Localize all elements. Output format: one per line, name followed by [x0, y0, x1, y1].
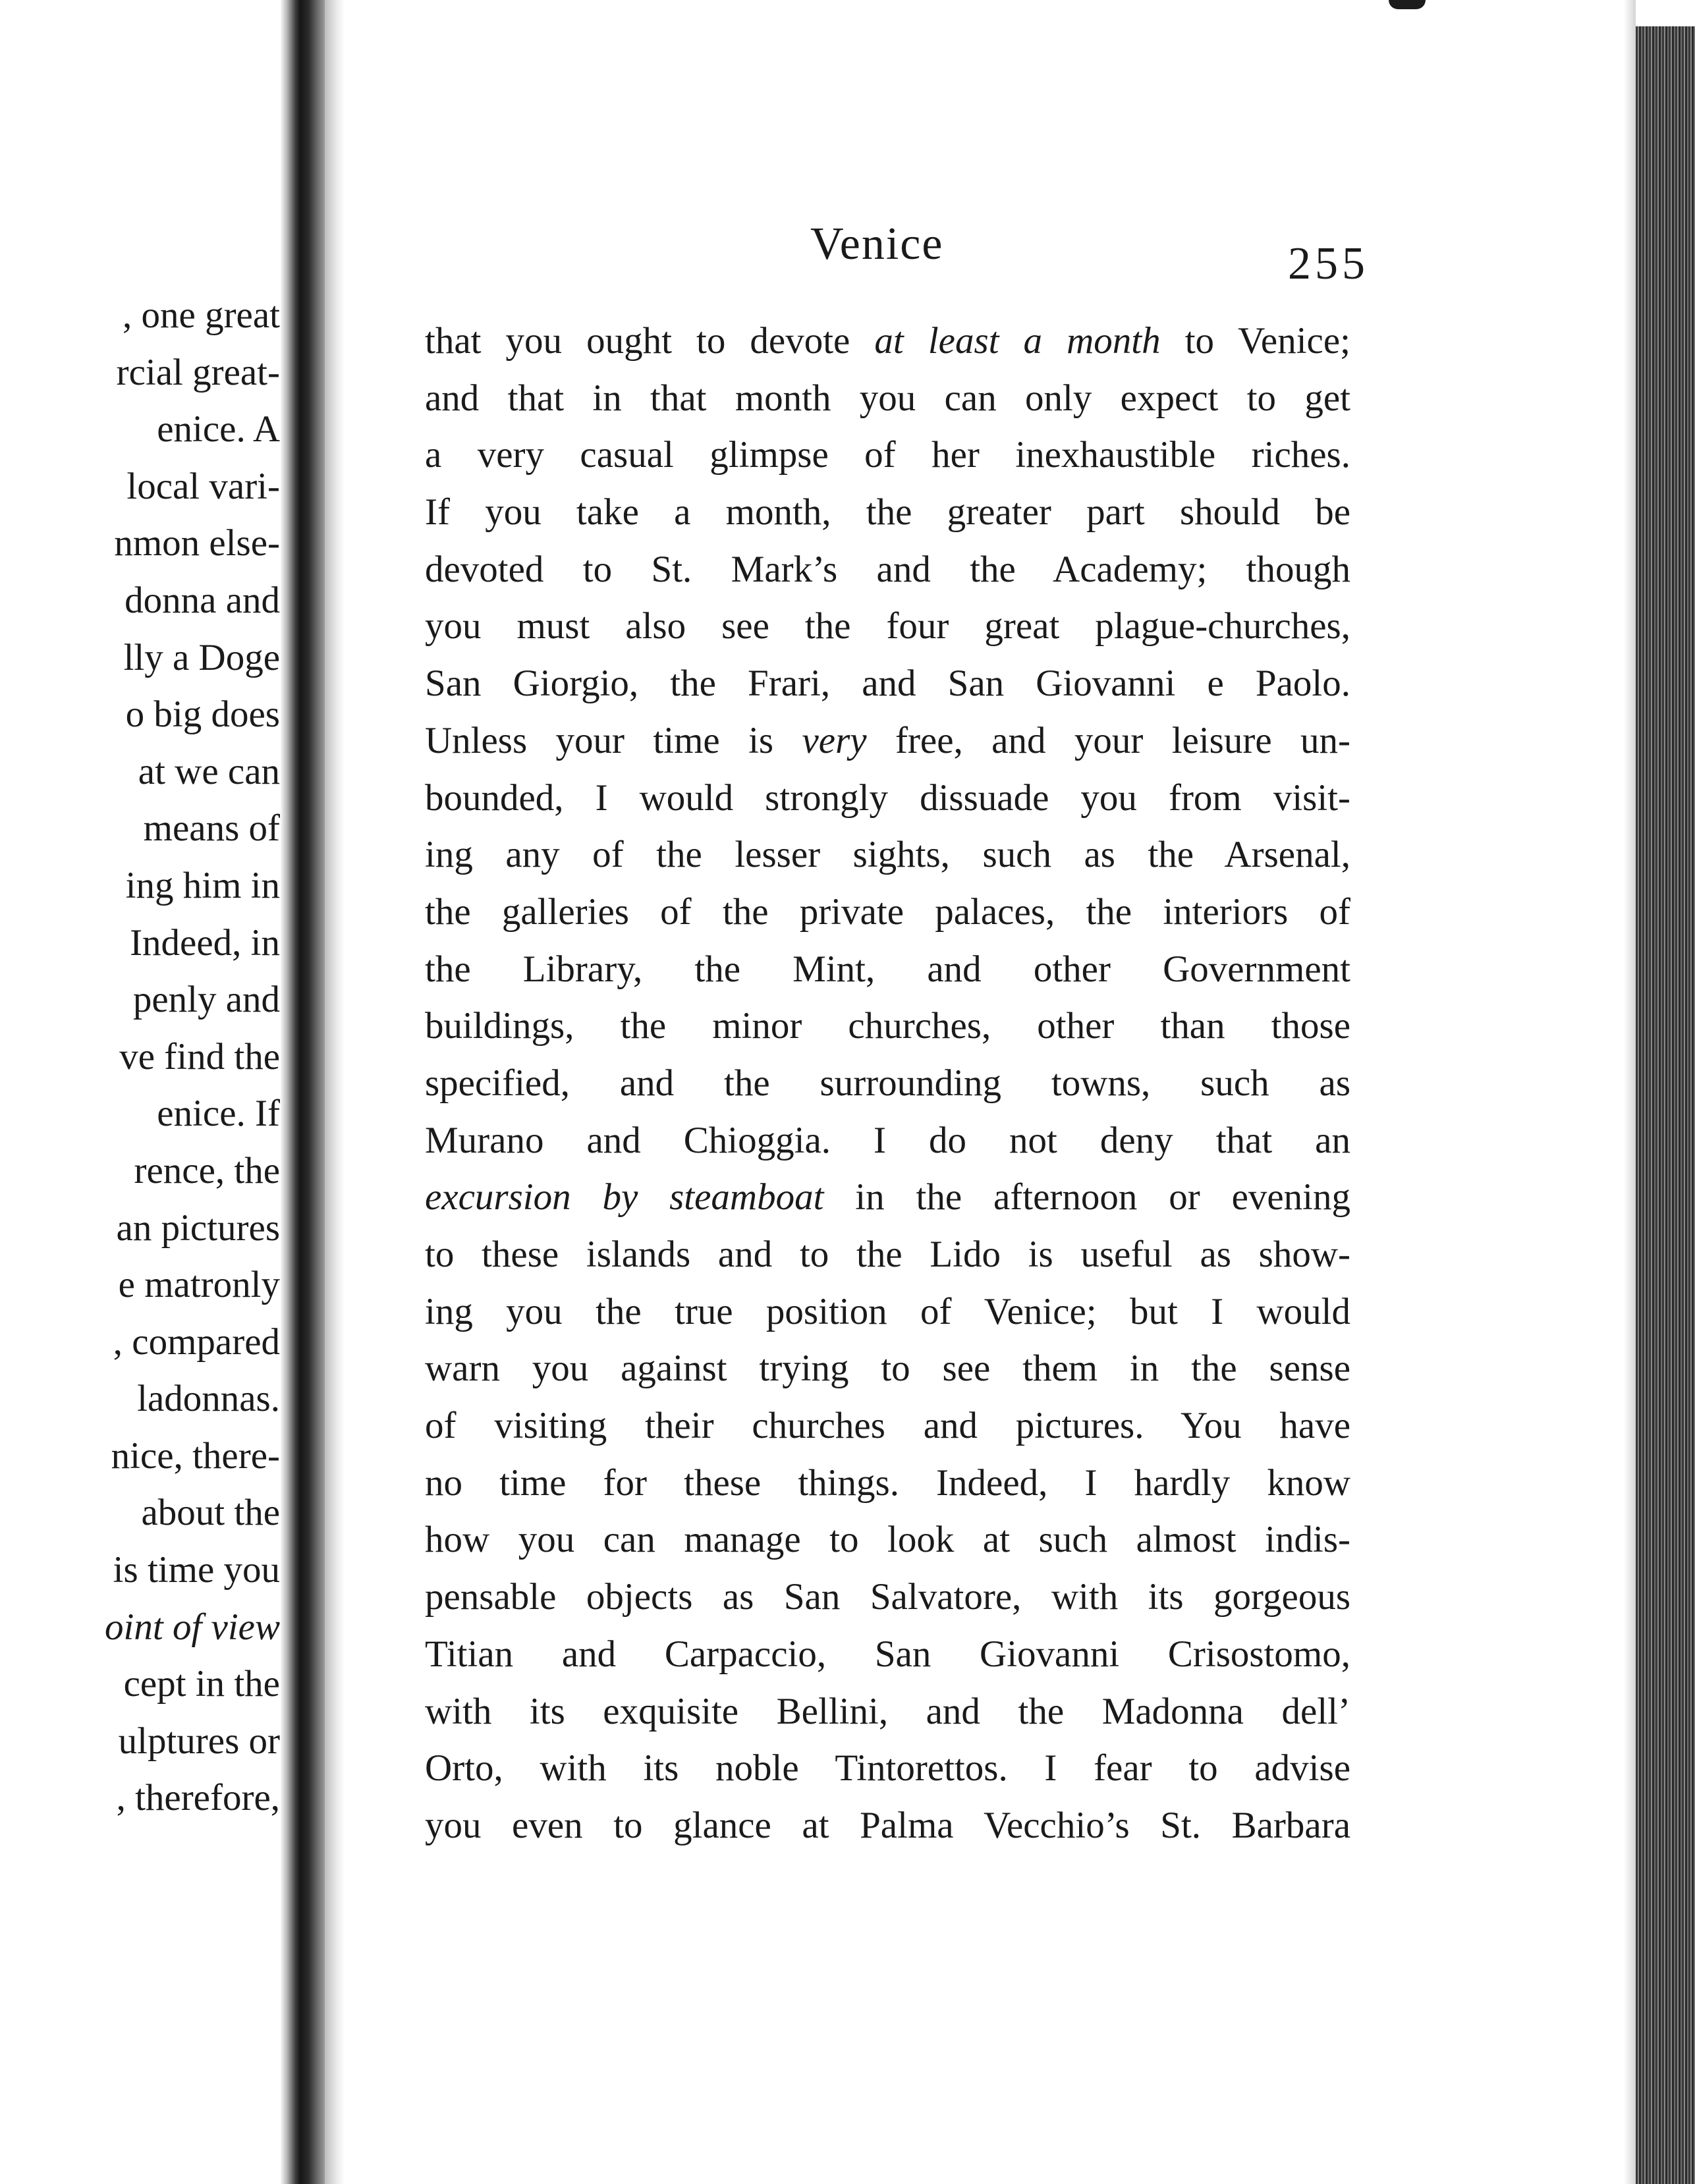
- text-line: [425, 1169, 1350, 1226]
- text-line: [425, 1112, 1350, 1170]
- text-run: donna and: [125, 579, 280, 621]
- text-run: ladonnas.: [137, 1378, 280, 1420]
- text-run: ing him in: [125, 864, 280, 906]
- facing-text-line: [0, 971, 280, 1029]
- text-run: means of: [143, 807, 280, 850]
- book-fore-edge: [1636, 0, 1695, 2184]
- text-run: rence, the: [134, 1149, 280, 1191]
- body-text: [425, 313, 1350, 1855]
- text-run: ve find the: [119, 1035, 280, 1078]
- text-line: [425, 1683, 1350, 1741]
- facing-text-line: [0, 1485, 280, 1542]
- text-run: no time for these things. Indeed, I hardly know: [425, 1461, 1350, 1504]
- facing-text-line: [0, 915, 280, 972]
- text-line: [425, 1797, 1350, 1855]
- italic-text: at least a month: [874, 320, 1161, 362]
- facing-text-line: [0, 1029, 280, 1086]
- facing-text-line: [0, 515, 280, 572]
- text-line: [425, 1340, 1350, 1398]
- facing-text-line: [0, 1656, 280, 1713]
- facing-text-line: [0, 401, 280, 458]
- text-run: cept in the: [123, 1663, 280, 1705]
- text-run: buildings, the minor churches, other than those: [425, 1005, 1350, 1047]
- text-line: [425, 1226, 1350, 1284]
- text-run: devoted to St. Mark’s and the Academy; though: [425, 548, 1350, 590]
- text-run: an pictures: [116, 1207, 280, 1249]
- text-line: [425, 998, 1350, 1055]
- text-run: specified, and the surrounding towns, such as: [425, 1062, 1350, 1104]
- text-line: [425, 1569, 1350, 1626]
- text-run: with its exquisite Bellini, and the Madonna dell’: [425, 1690, 1350, 1732]
- text-line: [425, 370, 1350, 427]
- text-run: penly and: [132, 979, 280, 1021]
- italic-text: oint of view: [105, 1606, 280, 1648]
- text-line: [425, 941, 1350, 998]
- text-run: rcial great-: [116, 351, 280, 393]
- text-line: [425, 713, 1350, 770]
- text-line: [425, 770, 1350, 827]
- text-run: ing any of the lesser sights, such as the Arsenal,: [425, 834, 1350, 876]
- text-line: [425, 484, 1350, 541]
- facing-text-line: [0, 1085, 280, 1143]
- italic-text: excursion by steamboat: [425, 1176, 824, 1218]
- text-run: enice. A: [157, 408, 280, 450]
- facing-text-line: [0, 1200, 280, 1257]
- text-run: Indeed, in: [130, 921, 280, 964]
- facing-text-line: [0, 744, 280, 801]
- text-run: nice, there-: [111, 1434, 280, 1477]
- facing-text-line: [0, 572, 280, 630]
- text-run: local vari-: [126, 465, 280, 507]
- text-run: ing you the true position of Venice; but I would: [425, 1290, 1350, 1332]
- text-run: nmon else-: [114, 522, 280, 564]
- text-run: Unless your time is: [425, 719, 802, 761]
- facing-text-line: [0, 800, 280, 858]
- text-line: [425, 1740, 1350, 1797]
- page-number: 255: [1288, 238, 1369, 289]
- fore-edge-top: [1636, 0, 1695, 26]
- text-line: [425, 1398, 1350, 1455]
- text-line: [425, 884, 1350, 941]
- text-run: and that in that month you can only expect to get: [425, 377, 1350, 419]
- facing-text-line: [0, 1713, 280, 1770]
- text-line: [425, 827, 1350, 884]
- text-run: how you can manage to look at such almost indis-: [425, 1519, 1350, 1561]
- facing-text-line: [0, 686, 280, 744]
- facing-text-line: [0, 1770, 280, 1827]
- facing-text-line: [0, 1314, 280, 1371]
- text-run: Murano and Chioggia. I do not deny that an: [425, 1119, 1350, 1161]
- text-run: a very casual glimpse of her inexhaustible riches.: [425, 434, 1350, 476]
- text-run: Titian and Carpaccio, San Giovanni Crisostomo,: [425, 1633, 1350, 1675]
- text-run: e matronly: [118, 1264, 280, 1306]
- facing-text-line: [0, 1428, 280, 1485]
- text-line: [425, 541, 1350, 599]
- text-run: at we can: [138, 750, 280, 792]
- facing-text-line: [0, 858, 280, 915]
- text-line: [425, 313, 1350, 370]
- text-run: San Giorgio, the Frari, and San Giovanni e Paolo.: [425, 663, 1350, 705]
- facing-text-line: [0, 287, 280, 344]
- gutter-fade: [325, 0, 345, 2184]
- facing-text-line: [0, 630, 280, 687]
- facing-text-line: [0, 1599, 280, 1656]
- facing-text-line: [0, 1257, 280, 1314]
- text-run: about the: [141, 1492, 280, 1534]
- facing-page-text: [0, 287, 280, 1827]
- facing-text-line: [0, 458, 280, 516]
- text-run: that you ought to devote: [425, 320, 875, 362]
- running-head: Venice: [810, 219, 944, 269]
- facing-text-line: [0, 1371, 280, 1428]
- page-edge-shadow: [1624, 0, 1636, 2184]
- text-run: you must also see the four great plague-churches,: [425, 605, 1350, 647]
- text-run: warn you against trying to see them in the sense: [425, 1348, 1350, 1390]
- text-run: , one great: [123, 294, 280, 336]
- text-run: o big does: [125, 694, 280, 736]
- text-line: [425, 1626, 1350, 1683]
- gutter-shadow: [280, 0, 300, 2184]
- text-run: to these islands and to the Lido is useful as show-: [425, 1234, 1350, 1275]
- text-run: to Venice;: [1160, 320, 1350, 362]
- text-run: is time you: [113, 1549, 280, 1591]
- text-run: lly a Doge: [123, 636, 280, 678]
- text-run: ulptures or: [118, 1720, 280, 1762]
- text-run: in the afternoon or evening: [823, 1176, 1350, 1218]
- text-line: [425, 655, 1350, 713]
- text-run: free, and your leisure un-: [866, 719, 1350, 761]
- text-run: bounded, I would strongly dissuade you from visit-: [425, 777, 1350, 819]
- book-binding: [300, 0, 325, 2184]
- text-run: , compared: [113, 1321, 280, 1363]
- text-run: , therefore,: [116, 1777, 280, 1819]
- text-line: [425, 427, 1350, 484]
- text-line: [425, 1284, 1350, 1341]
- text-line: [425, 1055, 1350, 1112]
- text-run: enice. If: [157, 1093, 280, 1135]
- text-line: [425, 1512, 1350, 1569]
- text-run: pensable objects as San Salvatore, with its gorgeous: [425, 1576, 1350, 1618]
- page-top-mark: [1389, 0, 1426, 9]
- italic-text: very: [802, 719, 867, 761]
- text-line: [425, 1455, 1350, 1512]
- text-run: the galleries of the private palaces, the interiors of: [425, 890, 1350, 933]
- text-run: of visiting their churches and pictures. You have: [425, 1405, 1350, 1447]
- text-run: you even to glance at Palma Vecchio’s St. Barbara: [425, 1804, 1350, 1846]
- text-line: [425, 598, 1350, 655]
- facing-text-line: [0, 344, 280, 402]
- facing-text-line: [0, 1542, 280, 1599]
- text-run: If you take a month, the greater part should be: [425, 491, 1350, 533]
- facing-page: [0, 0, 280, 2184]
- text-run: Orto, with its noble Tintorettos. I fear to advise: [425, 1747, 1350, 1789]
- text-run: the Library, the Mint, and other Government: [425, 948, 1350, 990]
- facing-text-line: [0, 1143, 280, 1200]
